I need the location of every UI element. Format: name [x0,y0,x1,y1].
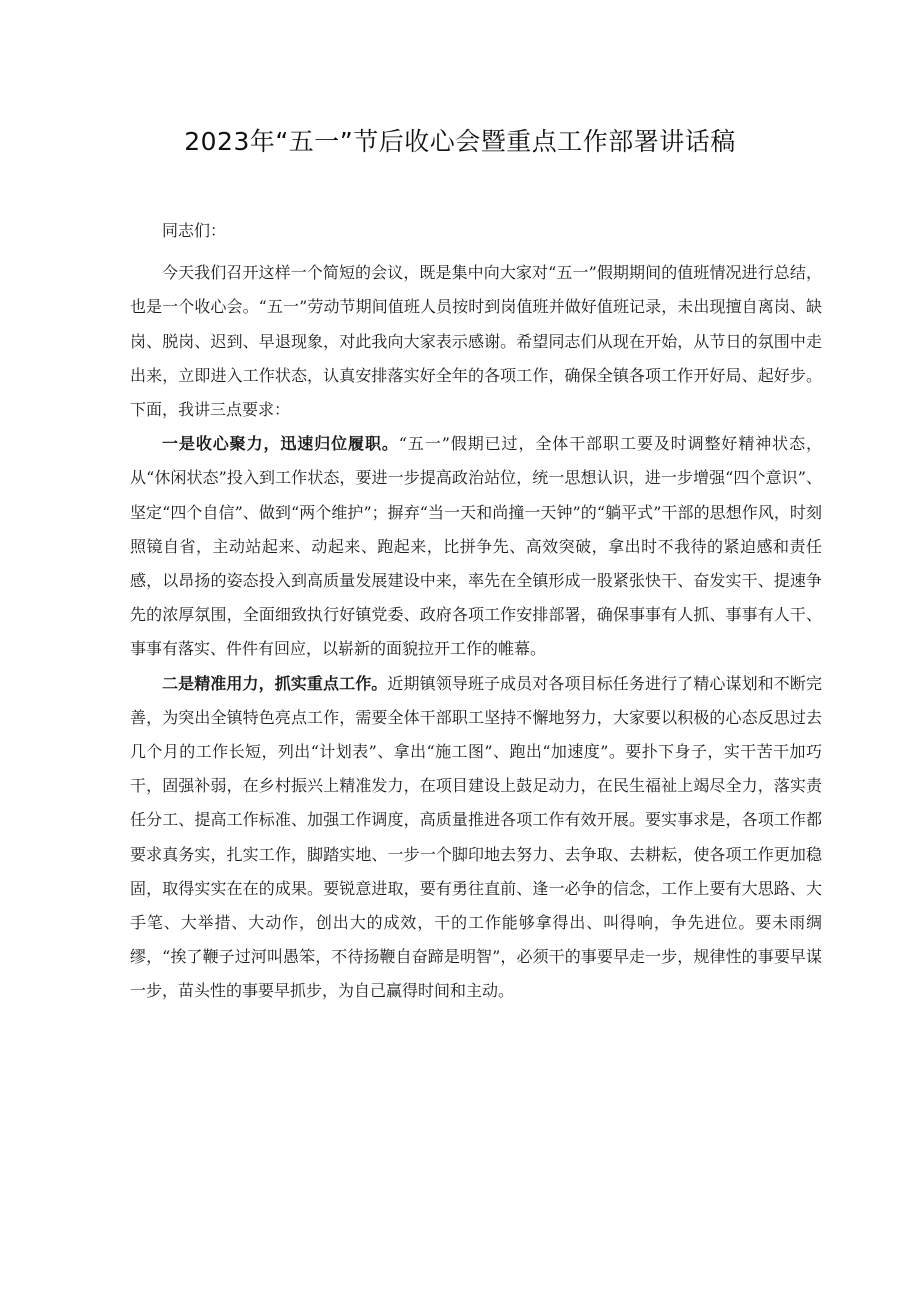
section-lead-2: 二是精准用力，抓实重点工作。 [162,673,388,693]
section-text-2: 近期镇领导班子成员对各项目标任务进行了精心谋划和不断完善，为突出全镇特色亮点工作，需要全体干部职工坚持不懈地努力，大家要以积极的心态反思过去几个月的工作长短，列出“计划表”、拿出“施工图”、跑出“加速度”。要扑下身子，实干苦干加巧干，固强补弱，在乡村振兴上精准发力，在项目建设上鼓足动力，在民生福祉上竭尽全力，落实责任分工、提高工作标准、加强工作调度，高质量推进各项工作有效开展。要实事求是，各项工作都要求真务实，扎实工作，脚踏实地、一步一个脚印地去努力、去争取、去耕耘，使各项工作更加稳固，取得实实在在的成果。要锐意进取，要有勇往直前、逢一必争的信念，工作上要有大思路、大手笔、大举措、大动作，创出大的成效，干的工作能够拿得出、叫得响，争先进位。要未雨绸缪，“挨了鞭子过河叫愚笨，不待扬鞭自奋蹄是明智”，必须干的事要早走一步，规律性的事要早谋一步，苗头性的事要早抓步，为自己赢得时间和主动。 [130,673,822,1001]
section-paragraph-1 [130,427,822,666]
document-body [130,214,822,1009]
section-paragraph-2 [130,667,822,1009]
document-title: 2023年“五一”节后收心会暨重点工作部署讲话稿 [184,127,736,156]
intro-paragraph: 今天我们召开这样一个简短的会议，既是集中向大家对“五一”假期期间的值班情况进行总结，也是一个收心会。“五一”劳动节期间值班人员按时到岗值班并做好值班记录，未出现擅自离岗、缺岗、脱岗、迟到、早退现象，对此我向大家表示感谢。希望同志们从现在开始，从节日的氛围中走出来，立即进入工作状态，认真安排落实好全年的各项工作，确保全镇各项工作开好局、起好步。下面，我讲三点要求： [130,263,822,420]
section-text-1: “五一”假期已过，全体干部职工要及时调整好精神状态，从“休闲状态”投入到工作状态，要进一步提高政治站位，统一思想认识，进一步增强“四个意识”、坚定“四个自信”、做到“两个维护”；摒弃“当一天和尚撞一天钟”的“躺平式”干部的思想作风，时刻照镜自省，主动站起来、动起来、跑起来，比拼争先、高效突破，拿出时不我待的紧迫感和责任感，以昂扬的姿态投入到高质量发展建设中来，率先在全镇形成一股紧张快干、奋发实干、提速争先的浓厚氛围，全面细致执行好镇党委、政府各项工作安排部署，确保事事有人抓、事事有人干、事事有落实、件件有回应，以崭新的面貌拉开工作的帷幕。 [130,434,822,659]
section-lead-1: 一是收心聚力，迅速归位履职。 [162,434,399,454]
salutation: 同志们： [162,221,227,240]
